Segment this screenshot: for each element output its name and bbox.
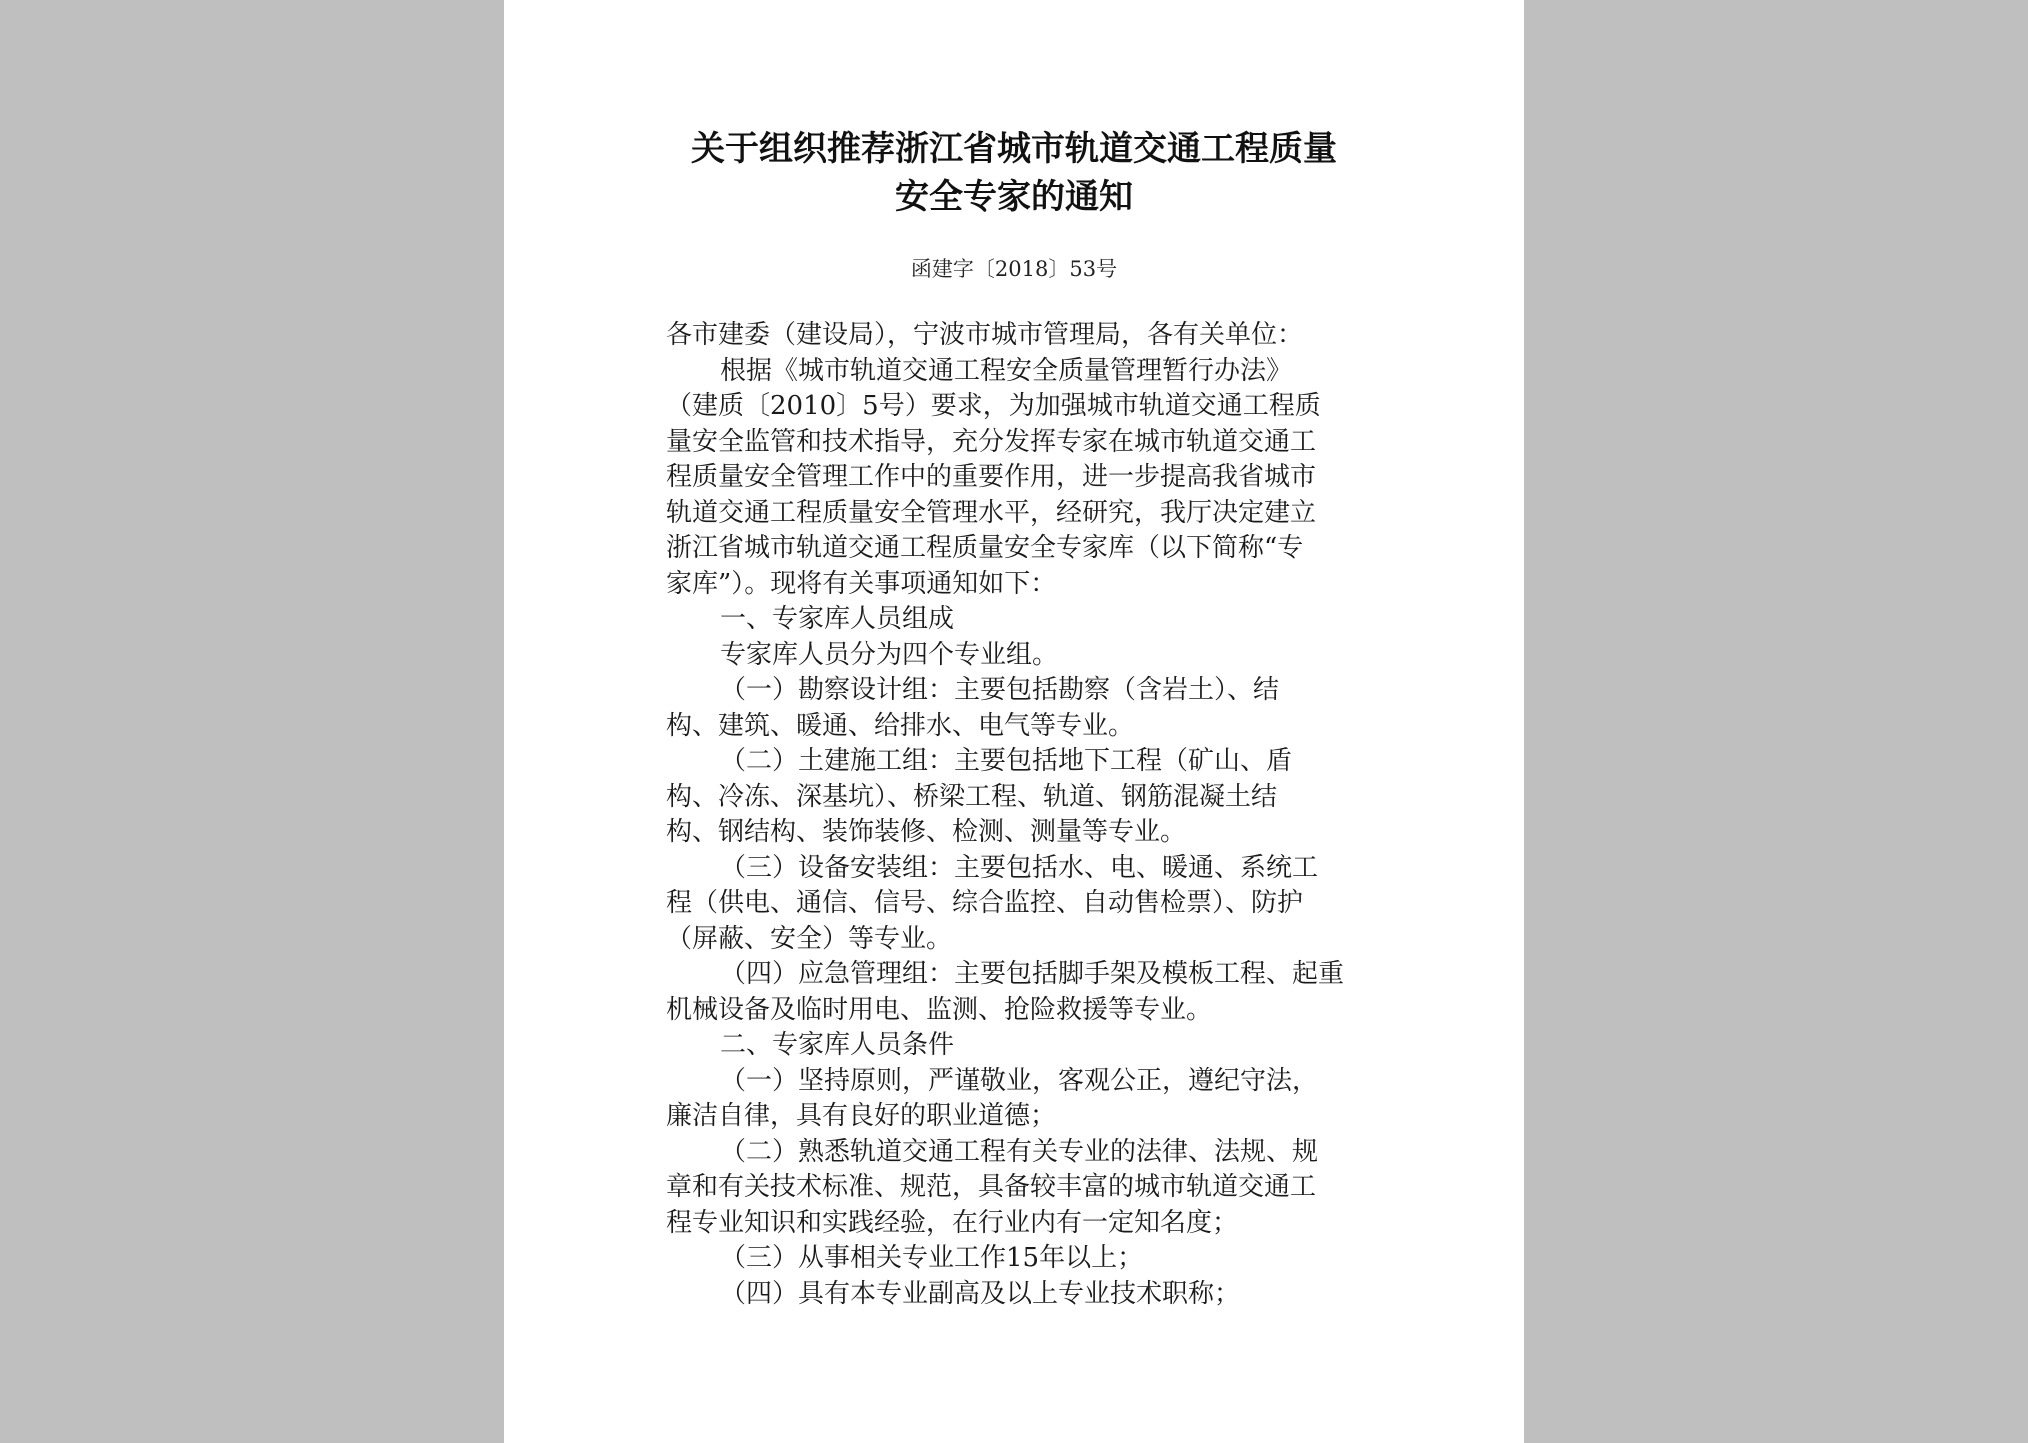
body-line: 机械设备及临时用电、监测、抢险救援等专业。 xyxy=(666,994,1213,1025)
list-item: （二）熟悉轨道交通工程有关专业的法律、法规、规 xyxy=(720,1136,1319,1167)
body-line: 家库”）。现将有关事项通知如下： xyxy=(666,568,1057,599)
body-line: 程（供电、通信、信号、综合监控、自动售检票）、防护 xyxy=(666,888,1304,918)
list-item: （四）具有本专业副高及以上专业技术职称； xyxy=(720,1278,1241,1309)
document-body xyxy=(666,318,1386,1312)
document-page xyxy=(504,0,1524,1443)
list-item: （二）土建施工组：主要包括地下工程（矿山、盾 xyxy=(720,746,1293,776)
list-item: （三）从事相关专业工作15年以上； xyxy=(720,1243,1144,1273)
body-line: 廉洁自律，具有良好的职业道德； xyxy=(666,1101,1057,1131)
salutation-line: 各市建委（建设局），宁波市城市管理局，各有关单位： xyxy=(666,320,1304,350)
document-title-line-2: 安全专家的通知 xyxy=(895,177,1133,217)
body-line: 轨道交通工程质量安全管理水平，经研究，我厅决定建立 xyxy=(666,497,1317,528)
body-line: 根据《城市轨道交通工程安全质量管理暂行办法》 xyxy=(720,355,1293,386)
body-line: 章和有关技术标准、规范，具备较丰富的城市轨道交通工 xyxy=(666,1172,1317,1202)
body-line: 程质量安全管理工作中的重要作用，进一步提高我省城市 xyxy=(666,462,1317,492)
body-line: 程专业知识和实践经验，在行业内有一定知名度； xyxy=(666,1207,1239,1238)
body-line: 专家库人员分为四个专业组。 xyxy=(720,639,1059,670)
list-item: （三）设备安装组：主要包括水、电、暖通、系统工 xyxy=(720,852,1319,883)
section-heading: 二、专家库人员条件 xyxy=(720,1030,955,1060)
document-number: 函建字〔2018〕53号 xyxy=(910,257,1118,281)
body-line: 构、钢结构、装饰装修、检测、测量等专业。 xyxy=(666,817,1187,847)
body-line: 量安全监管和技术指导，充分发挥专家在城市轨道交通工 xyxy=(666,426,1317,457)
body-line: 构、冷冻、深基坑）、桥梁工程、轨道、钢筋混凝土结 xyxy=(666,781,1278,812)
section-heading: 一、专家库人员组成 xyxy=(720,604,955,634)
body-line: 构、建筑、暖通、给排水、电气等专业。 xyxy=(666,710,1135,741)
list-item: （一）坚持原则，严谨敬业，客观公正，遵纪守法， xyxy=(720,1065,1319,1096)
body-line: （屏蔽、安全）等专业。 xyxy=(666,923,953,954)
body-line: （建质〔2010〕5号）要求，为加强城市轨道交通工程质 xyxy=(666,391,1321,421)
document-title-line-1: 关于组织推荐浙江省城市轨道交通工程质量 xyxy=(691,129,1337,169)
list-item: （一）勘察设计组：主要包括勘察（含岩土）、结 xyxy=(720,675,1280,705)
body-line: 浙江省城市轨道交通工程质量安全专家库（以下简称“专 xyxy=(666,533,1304,563)
list-item: （四）应急管理组：主要包括脚手架及模板工程、起重 xyxy=(720,959,1345,989)
